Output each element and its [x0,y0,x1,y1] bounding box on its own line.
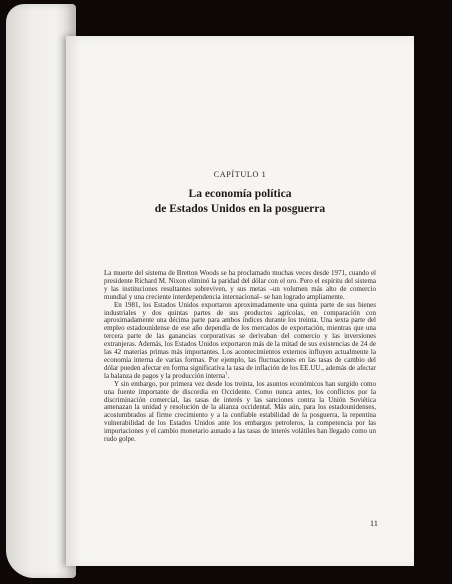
body-text [104,270,376,444]
footnote-mark: 1 [225,370,228,376]
chapter-title-line-1: La economía política [188,187,292,200]
page-number: 11 [369,518,378,528]
paragraph-2-text: En 1981, los Estados Unidos exportaron aproximadamente una quinta parte de sus bienes industriales y dos quintas partes de sus productos agrícolas, en comparación con aproximadamente una décima parte para ambos índices durante los treinta. Una sexta parte del empleo estadounidense de ese año dependía de los mercados de exportación, mientras que una tercera parte de las ganancias corporativas se derivaban del comercio y las inversiones extranjeras. Además, los Estados Unidos exportaron más de la mitad de sus existencias de 24 de las 42 materias primas más importantes. Los acontecimientos externos influyen actualmente la economía interna de varias formas. Por ejemplo, las fluctuaciones en las tasas de cambio del dólar pueden afectar en forma significativa la tasa de inflación de los EE.UU., además de afectar la balanza de pagos y la producción interna [104,300,376,380]
chapter-label: CAPÍTULO 1 [213,170,267,179]
paragraph-2 [104,302,376,381]
right-page [66,36,414,566]
paragraph-2-end: . [227,371,230,380]
paragraph-3: Y sin embargo, por primera vez desde los treinta, los asuntos económicos han surgido como una fuente importante de discordia en Occidente. Como nunca antes, los conflictos por la discriminación comercial, las tasas de interés y las sanciones contra la Unión Soviética amenazan la unidad y resolución de la alianza occidental. Más aún, para los estadounidenses, acostumbrados al firme crecimiento y a la confiable estabilidad de la posguerra, la repentina vulnerabilidad de los Estados Unidos ante los embargos petroleros, la competencia por las importaciones y el cambio monetario aunado a las tasas de interés volátiles han llegado como un rudo golpe. [104,379,376,444]
paragraph-1: La muerte del sistema de Bretton Woods se ha proclamado muchas veces desde 1971, cuando el presidente Richard M. Nixon eliminó la paridad del dólar con el oro. Pero el espíritu del sistema y las instituciones resultantes sobreviven, y sus metas –un volumen más alto de comercio mundial y una creciente interdependencia internacional– se han logrado ampliamente. [104,269,376,301]
chapter-title [66,186,414,216]
chapter-title-line-2: de Estados Unidos en la posguerra [154,202,326,215]
